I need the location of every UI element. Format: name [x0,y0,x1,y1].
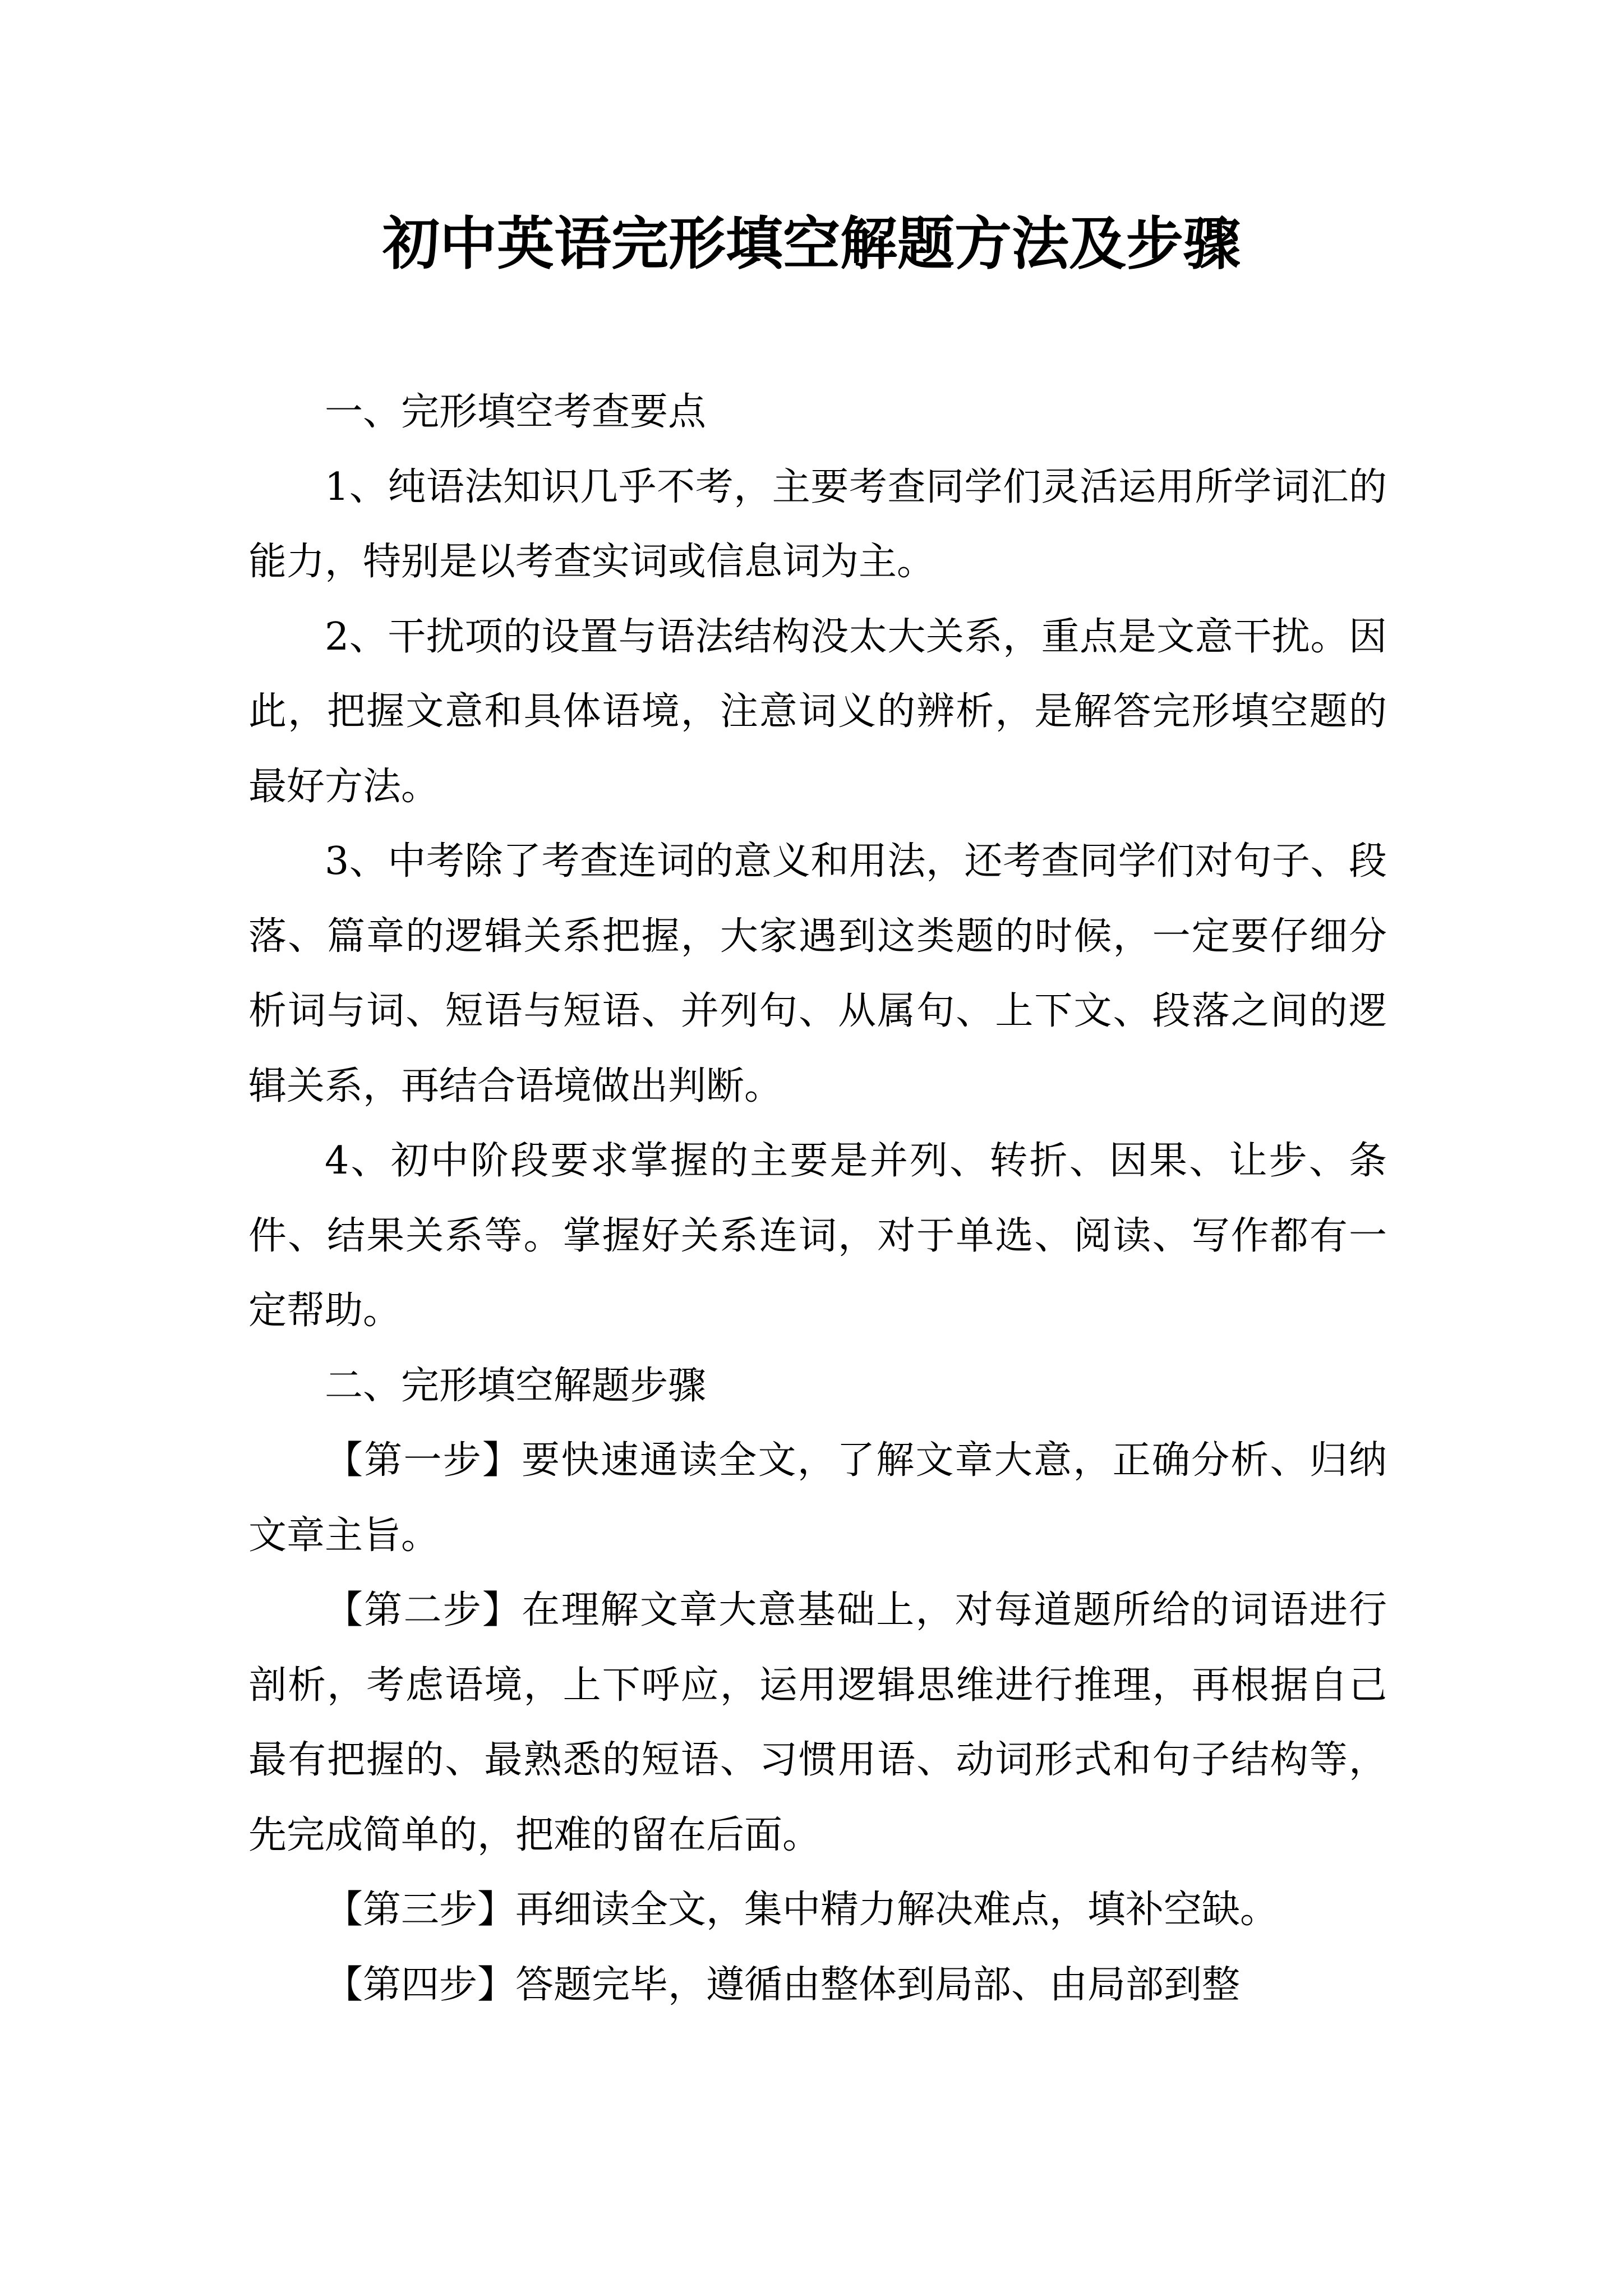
section-heading-2: 二、完形填空解题步骤 [325,1363,707,1408]
paragraph-point-3: 3、中考除了考查连词的意义和用法，还考查同学们对句子、段落、篇章的逻辑关系把握，大家遇到这类题的时候，一定要仔细分析词与词、短语与短语、并列句、从属句、上下文、段落之间的逻辑关系，再结合语境做出判断。 [248,839,1387,1108]
paragraph-step-2: 【第二步】在理解文章大意基础上，对每道题所给的词语进行剖析，考虑语境，上下呼应，运用逻辑思维进行推理，再根据自己最有把握的、最熟悉的短语、习惯用语、动词形式和句子结构等，先完成简单的，把难的留在后面。 [248,1588,1387,1857]
paragraph-step-1: 【第一步】要快速通读全文，了解文章大意，正确分析、归纳文章主旨。 [248,1438,1387,1558]
paragraph-point-4: 4、初中阶段要求掌握的主要是并列、转折、因果、让步、条件、结果关系等。掌握好关系连词，对于单选、阅读、写作都有一定帮助。 [248,1139,1387,1333]
paragraph-step-3: 【第三步】再细读全文，集中精力解决难点，填补空缺。 [325,1888,1279,1932]
paragraph-step-4: 【第四步】答题完毕，遵循由整体到局部、由局部到整 [325,1962,1241,2007]
section-heading-1: 一、完形填空考查要点 [325,390,707,434]
paragraph-point-2: 2、干扰项的设置与语法结构没太大关系，重点是文意干扰。因此，把握文意和具体语境，注意词义的辨析，是解答完形填空题的最好方法。 [248,614,1387,809]
document-title: 初中英语完形填空解题方法及步骤 [382,210,1241,278]
document-body [248,375,1387,2022]
paragraph-point-1: 1、纯语法知识几乎不考，主要考查同学们灵活运用所学词汇的能力，特别是以考查实词或信息词为主。 [248,464,1387,584]
